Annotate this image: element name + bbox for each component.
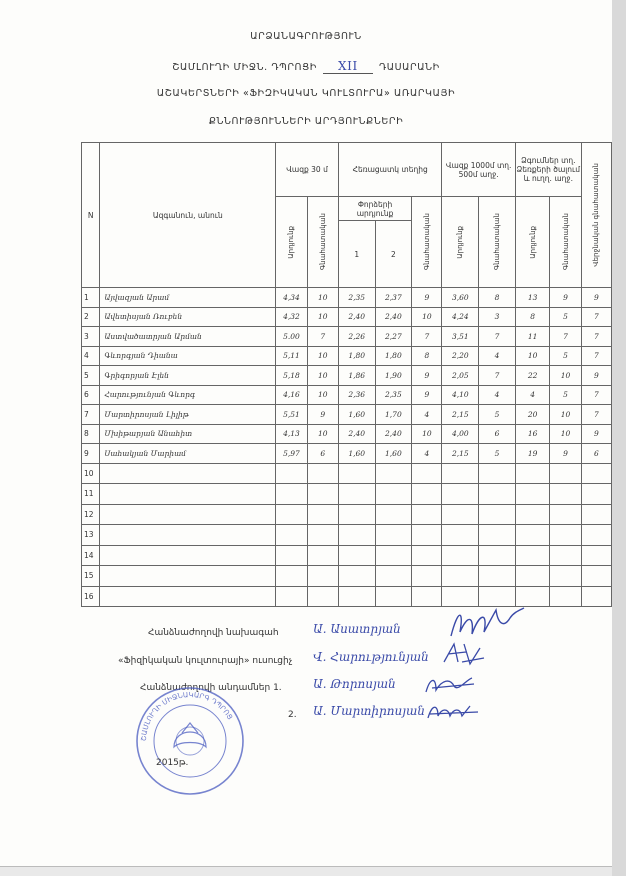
cell-r1000: 4,00 [442, 424, 479, 444]
cell-rpu: 16 [515, 424, 550, 444]
cell-a2: 2,40 [375, 424, 412, 444]
cell-g1000: 4 [479, 385, 516, 405]
empty-cell [338, 566, 375, 587]
cell-g30: 10 [307, 366, 338, 386]
cell-final: 6 [581, 444, 611, 464]
empty-cell [515, 484, 550, 505]
table-row-empty [82, 586, 612, 607]
empty-cell [581, 566, 611, 587]
empty-cell [550, 504, 581, 525]
teacher-label: «Ֆիզիկական կուլտուրայի» ուսուցիչ [118, 656, 293, 666]
cell-gpu: 7 [550, 327, 581, 347]
members-label: Հանձնաժողովի անդամներ 1. [140, 683, 282, 693]
empty-cell [515, 545, 550, 566]
header-longjump: Հեռացատկ տեղից [338, 143, 442, 197]
empty-cell [276, 504, 307, 525]
empty-cell [479, 545, 516, 566]
empty-cell [276, 463, 307, 484]
cell-g1000: 6 [479, 424, 516, 444]
cell-glj: 4 [412, 444, 442, 464]
table-row-empty [82, 566, 612, 587]
cell-a2: 2,35 [375, 385, 412, 405]
member1-name: Ա. Թորոսյան [313, 677, 396, 691]
cell-a1: 2,36 [338, 385, 375, 405]
row-number: 11 [82, 484, 100, 505]
empty-cell [550, 545, 581, 566]
empty-cell [412, 484, 442, 505]
table-row-empty [82, 504, 612, 525]
doc-subtitle-results: ՔՆՆՈՒԹՅՈՒՆՆԵՐԻ ԱՐԴՅՈՒՆՔՆԵՐԻ [208, 116, 404, 127]
empty-cell [338, 525, 375, 546]
cell-rpu: 20 [515, 405, 550, 425]
student-name: Աստվածատրյան Արման [100, 327, 276, 347]
cell-final: 7 [581, 405, 611, 425]
empty-cell [307, 566, 338, 587]
chair-signature [448, 604, 526, 644]
cell-rpu: 8 [515, 307, 550, 327]
cell-a1: 2,26 [338, 327, 375, 347]
cell-r30: 4,32 [276, 307, 307, 327]
student-name [100, 484, 276, 505]
cell-rpu: 22 [515, 366, 550, 386]
cell-r30: 5,11 [276, 346, 307, 366]
empty-cell [442, 545, 479, 566]
empty-cell [581, 525, 611, 546]
empty-cell [515, 566, 550, 587]
cell-final: 7 [581, 346, 611, 366]
empty-cell [442, 484, 479, 505]
doc-subtitle-subject: ԱՇԱԿԵՐՏՆԵՐԻ «ՖԻԶԻԿԱԿԱՆ ԿՈՒԼՏՈՒՐԱ» ԱՌԱՐԿԱՅԻ [156, 88, 456, 99]
header-run30-result: Արդյունք [276, 197, 307, 288]
empty-cell [375, 566, 412, 587]
row-number: 1 [82, 288, 100, 308]
results-table [81, 142, 612, 607]
empty-cell [515, 525, 550, 546]
cell-a2: 1,70 [375, 405, 412, 425]
header-attempt-1: 1 [338, 221, 375, 288]
cell-r1000: 2,20 [442, 346, 479, 366]
cell-r1000: 4,24 [442, 307, 479, 327]
class-label: ԴԱՍԱՐԱՆԻ [378, 62, 440, 73]
cell-rpu: 19 [515, 444, 550, 464]
table-row [82, 385, 612, 405]
cell-a2: 1,80 [375, 346, 412, 366]
table-row [82, 307, 612, 327]
cell-g30: 10 [307, 307, 338, 327]
empty-cell [338, 484, 375, 505]
header-run1000: Վազք 1000մ տղ. 500մ աղջ. [442, 143, 515, 197]
teacher-signature [440, 640, 486, 668]
header-name: Ազգանուն, անուն [100, 143, 276, 288]
cell-r30: 4,34 [276, 288, 307, 308]
cell-g1000: 5 [479, 444, 516, 464]
row-number: 16 [82, 586, 100, 607]
member1-number: 1. [273, 683, 282, 693]
empty-cell [307, 484, 338, 505]
empty-cell [442, 525, 479, 546]
row-number: 15 [82, 566, 100, 587]
student-name: Սահակյան Մարիամ [100, 444, 276, 464]
student-name [100, 545, 276, 566]
header-run30-grade: Գնահատական [307, 197, 338, 288]
cell-g30: 10 [307, 288, 338, 308]
cell-gpu: 10 [550, 405, 581, 425]
cell-r30: 4,13 [276, 424, 307, 444]
cell-glj: 8 [412, 346, 442, 366]
empty-cell [515, 504, 550, 525]
student-name [100, 586, 276, 607]
row-number: 6 [82, 385, 100, 405]
cell-a1: 2,40 [338, 307, 375, 327]
cell-a1: 1,80 [338, 346, 375, 366]
cell-a2: 2,40 [375, 307, 412, 327]
cell-glj: 9 [412, 288, 442, 308]
doc-title: ԱՐՁԱՆԱԳՐՈՒԹՅՈՒՆ [250, 31, 362, 42]
empty-cell [550, 525, 581, 546]
empty-cell [375, 484, 412, 505]
header-attempt-2: 2 [375, 221, 412, 288]
cell-g1000: 7 [479, 327, 516, 347]
cell-rpu: 13 [515, 288, 550, 308]
header-longjump-grade: Գնահատական [412, 197, 442, 288]
empty-cell [412, 586, 442, 607]
table-row-empty [82, 525, 612, 546]
row-number: 8 [82, 424, 100, 444]
cell-glj: 10 [412, 424, 442, 444]
cell-rpu: 4 [515, 385, 550, 405]
cell-r30: 5,51 [276, 405, 307, 425]
table-row [82, 288, 612, 308]
cell-final: 7 [581, 327, 611, 347]
table-row [82, 346, 612, 366]
empty-cell [479, 504, 516, 525]
cell-gpu: 5 [550, 307, 581, 327]
cell-g30: 10 [307, 346, 338, 366]
student-name: Հարությունյան Գևորգ [100, 385, 276, 405]
cell-final: 7 [581, 307, 611, 327]
empty-cell [479, 566, 516, 587]
school-label: ՇԱՄԼՈՒՂԻ ՄԻՋՆ. ԴՊՐՈՑԻ [172, 62, 317, 73]
empty-cell [375, 504, 412, 525]
member2-signature [424, 700, 482, 724]
student-name: Ավետիսյան Ռուբեն [100, 307, 276, 327]
header-pullups: Ձգումներ տղ. Ձեռքերի ծալում և ուղղ. աղջ. [515, 143, 581, 197]
empty-cell [581, 586, 611, 607]
header-final-grade: Վերջնական գնահատական [581, 143, 611, 288]
document-date: 2015թ. [156, 758, 189, 768]
cell-a1: 1,60 [338, 444, 375, 464]
chair-label: Հանձնաժողովի նախագահ [148, 628, 279, 638]
member1-signature [422, 670, 478, 698]
cell-gpu: 9 [550, 444, 581, 464]
empty-cell [375, 463, 412, 484]
cell-a2: 1,60 [375, 444, 412, 464]
table-row [82, 444, 612, 464]
cell-r30: 5,18 [276, 366, 307, 386]
empty-cell [307, 525, 338, 546]
student-name [100, 463, 276, 484]
row-number: 9 [82, 444, 100, 464]
cell-g1000: 4 [479, 346, 516, 366]
header-run30: Վազք 30 մ [276, 143, 339, 197]
student-name: Մարտիրոսյան Լիլիթ [100, 405, 276, 425]
cell-glj: 7 [412, 327, 442, 347]
empty-cell [276, 566, 307, 587]
cell-r30: 4,16 [276, 385, 307, 405]
empty-cell [581, 545, 611, 566]
cell-a2: 1,90 [375, 366, 412, 386]
empty-cell [276, 484, 307, 505]
empty-cell [276, 525, 307, 546]
empty-cell [338, 463, 375, 484]
table-row-empty [82, 463, 612, 484]
cell-r1000: 3,60 [442, 288, 479, 308]
cell-glj: 9 [412, 385, 442, 405]
table-row [82, 405, 612, 425]
table-row [82, 424, 612, 444]
empty-cell [412, 545, 442, 566]
member2-name: Ա. Մարտիրոսյան [313, 704, 425, 718]
empty-cell [307, 586, 338, 607]
scan-border [612, 0, 626, 876]
cell-r1000: 4,10 [442, 385, 479, 405]
row-number: 5 [82, 366, 100, 386]
cell-r30: 5.00 [276, 327, 307, 347]
cell-glj: 10 [412, 307, 442, 327]
empty-cell [338, 545, 375, 566]
cell-rpu: 10 [515, 346, 550, 366]
row-number: 7 [82, 405, 100, 425]
cell-a2: 2,27 [375, 327, 412, 347]
cell-gpu: 9 [550, 288, 581, 308]
empty-cell [338, 504, 375, 525]
student-name: Գևորգյան Դիանա [100, 346, 276, 366]
table-row-empty [82, 484, 612, 505]
student-name [100, 525, 276, 546]
doc-subtitle-school [0, 59, 612, 74]
cell-g1000: 3 [479, 307, 516, 327]
empty-cell [412, 504, 442, 525]
empty-cell [338, 586, 375, 607]
cell-r1000: 2,15 [442, 444, 479, 464]
cell-g30: 9 [307, 405, 338, 425]
cell-g30: 10 [307, 385, 338, 405]
empty-cell [550, 586, 581, 607]
cell-final: 9 [581, 366, 611, 386]
cell-g30: 6 [307, 444, 338, 464]
table-row [82, 327, 612, 347]
cell-final: 7 [581, 385, 611, 405]
row-number: 12 [82, 504, 100, 525]
empty-cell [276, 545, 307, 566]
empty-cell [581, 463, 611, 484]
student-name: Այվազյան Արամ [100, 288, 276, 308]
row-number: 14 [82, 545, 100, 566]
cell-r1000: 2,05 [442, 366, 479, 386]
empty-cell [412, 525, 442, 546]
svg-text:ՇԱՄԼՈՒՂԻ ՄԻՋՆԱԿԱՐԳ ԴՊՐՈՑ: ՇԱՄԼՈՒՂԻ ՄԻՋՆԱԿԱՐԳ ԴՊՐՈՑ [139, 690, 234, 742]
row-number: 4 [82, 346, 100, 366]
student-name: Գրիգորյան Էլեն [100, 366, 276, 386]
teacher-name: Վ. Հարությունյան [313, 650, 429, 664]
student-name [100, 566, 276, 587]
student-name: Մխիթարյան Անահիտ [100, 424, 276, 444]
header-run1000-grade: Գնահատական [479, 197, 516, 288]
cell-gpu: 5 [550, 385, 581, 405]
empty-cell [581, 504, 611, 525]
empty-cell [412, 463, 442, 484]
cell-a1: 2,40 [338, 424, 375, 444]
table-row-empty [82, 545, 612, 566]
empty-cell [442, 566, 479, 587]
cell-rpu: 11 [515, 327, 550, 347]
cell-r1000: 2,15 [442, 405, 479, 425]
row-number: 3 [82, 327, 100, 347]
cell-a2: 2,37 [375, 288, 412, 308]
header-pullups-result: Արդյունք [515, 197, 550, 288]
cell-gpu: 5 [550, 346, 581, 366]
empty-cell [515, 463, 550, 484]
chair-name: Ա. Ասատրյան [313, 622, 401, 636]
empty-cell [375, 586, 412, 607]
member2-number: 2. [288, 710, 297, 720]
student-name [100, 504, 276, 525]
empty-cell [442, 504, 479, 525]
header-attempts: Փորձերի արդյունք [338, 197, 411, 221]
empty-cell [479, 484, 516, 505]
header-n: N [82, 143, 100, 288]
cell-g1000: 7 [479, 366, 516, 386]
cell-final: 9 [581, 288, 611, 308]
empty-cell [375, 545, 412, 566]
header-pullups-grade: Գնահատական [550, 197, 581, 288]
school-stamp [134, 685, 246, 797]
cell-r30: 5,97 [276, 444, 307, 464]
empty-cell [479, 463, 516, 484]
row-number: 10 [82, 463, 100, 484]
cell-a1: 1,86 [338, 366, 375, 386]
cell-glj: 9 [412, 366, 442, 386]
empty-cell [550, 566, 581, 587]
empty-cell [307, 504, 338, 525]
cell-glj: 4 [412, 405, 442, 425]
header-run1000-result: Արդյունք [442, 197, 479, 288]
empty-cell [442, 463, 479, 484]
cell-g30: 7 [307, 327, 338, 347]
empty-cell [550, 463, 581, 484]
empty-cell [375, 525, 412, 546]
cell-a1: 2,35 [338, 288, 375, 308]
empty-cell [550, 484, 581, 505]
empty-cell [307, 463, 338, 484]
row-number: 13 [82, 525, 100, 546]
table-row [82, 366, 612, 386]
cell-g1000: 8 [479, 288, 516, 308]
empty-cell [412, 566, 442, 587]
cell-g30: 10 [307, 424, 338, 444]
cell-gpu: 10 [550, 424, 581, 444]
cell-final: 9 [581, 424, 611, 444]
row-number: 2 [82, 307, 100, 327]
empty-cell [581, 484, 611, 505]
cell-r1000: 3,51 [442, 327, 479, 347]
empty-cell [307, 545, 338, 566]
cell-gpu: 10 [550, 366, 581, 386]
empty-cell [479, 525, 516, 546]
cell-a1: 1,60 [338, 405, 375, 425]
cell-g1000: 5 [479, 405, 516, 425]
empty-cell [276, 586, 307, 607]
grade-value: XII [323, 59, 373, 74]
